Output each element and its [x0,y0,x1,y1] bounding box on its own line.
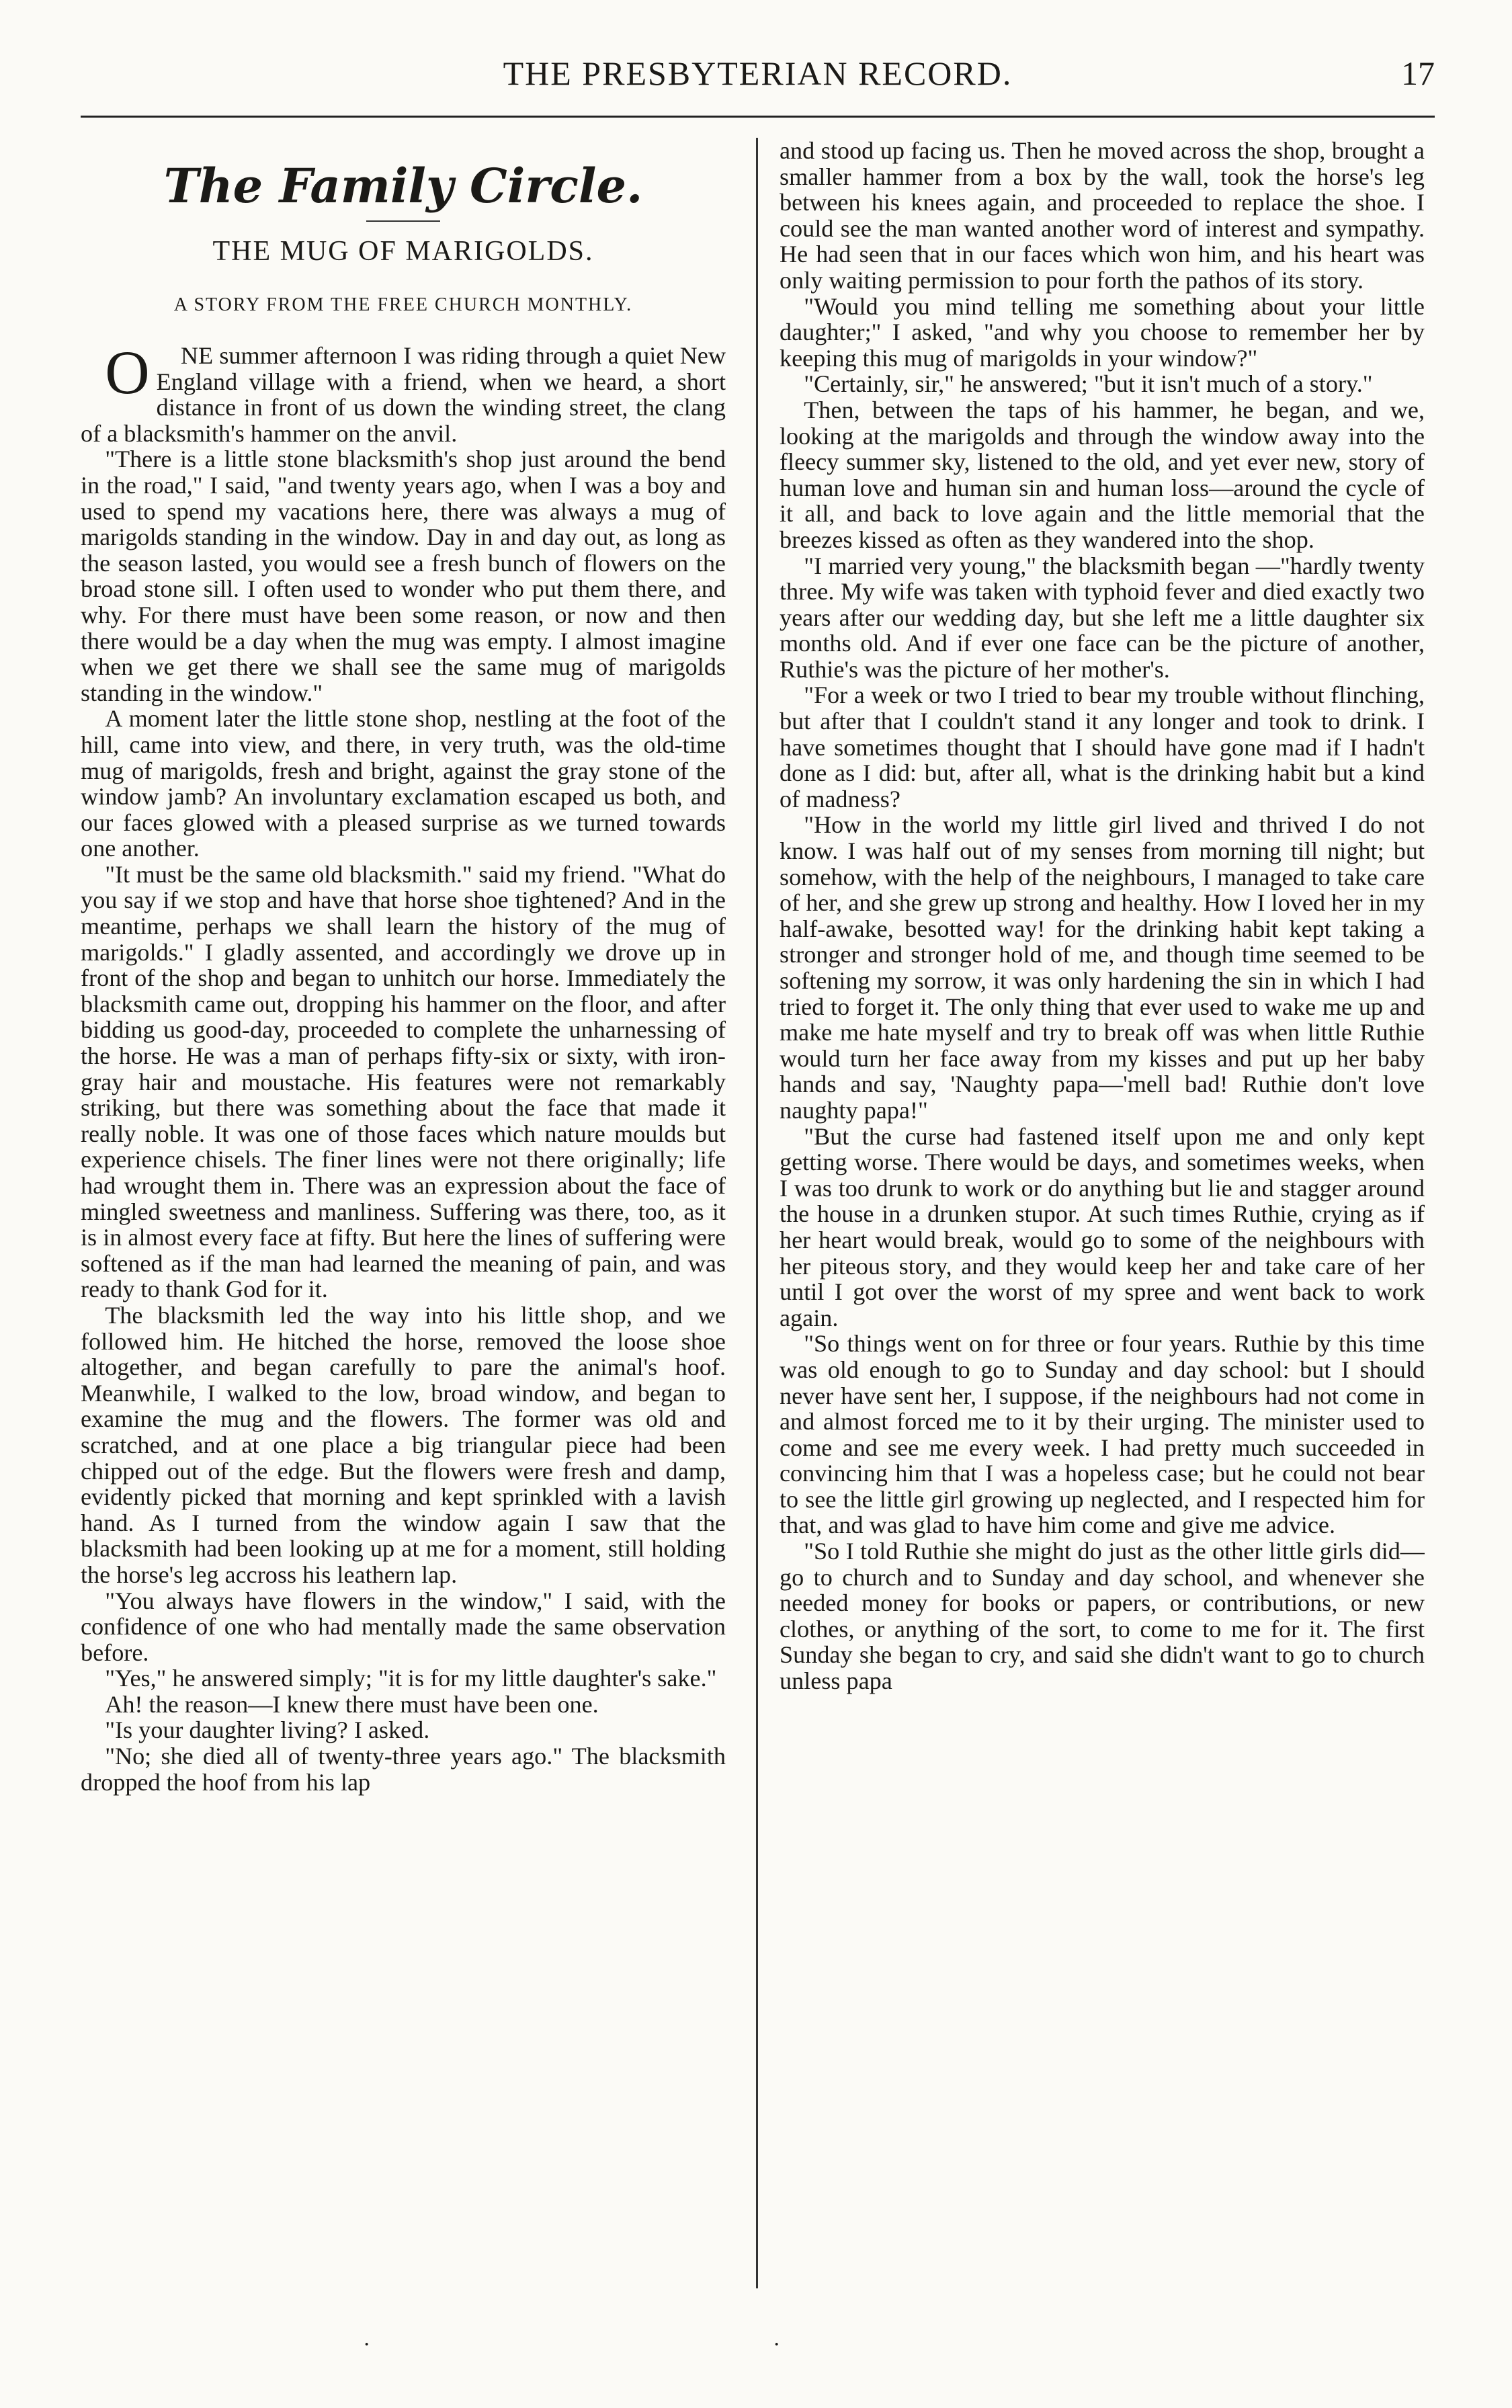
story-title: THE MUG OF MARIGOLDS. [212,236,594,267]
paragraph: "Yes," he answered simply; "it is for my little daughter's sake." [105,1665,717,1692]
paragraph: The blacksmith led the way into his little shop, and we followed him. He hitched the horse, removed the loose shoe altogether, and began carefully to pare the animal's hoof. Meanwhile, I walked to the low, broad window, and began to examine the mug and the flowers. The former was old and scratched, and at one place a big triangular piece had been chipped out of the edge. But the flowers were fresh and damp, evidently picked that morning and kept sprinkled with a lavish hand. As I turned from the window again I saw that the blacksmith had been looking up at me for a moment, still holding the horse's leg accross his leathern lap. [81,1301,726,1588]
paragraph: and stood up facing us. Then he moved across the shop, brought a smaller hammer from a box by the wall, took the horse's leg between his knees again, and proceeded to replace the shoe. I could see the man wanted another word of interest and sympathy. He had seen that in our faces which won him, and his heart was only waiting permission to pour forth the pathos of its story. [780,138,1425,294]
paragraph: "How in the world my little girl lived and thrived I do not know. I was half out of my senses from morning till night; but somehow, with the help of the neighbours, I managed to take care of her, and she grew up strong and healthy. How I loved her in my half-awake, besotted way! for the drinking habit kept taking a stronger and stronger hold of me, and though time seemed to be softening my sorrow, it was only hardening the sin in which I had tried to forget it. The only thing that ever used to wake me up and make me hate myself and try to break off was when little Ruthie would turn her face away from my kisses and put up her baby hands and say, 'Naughty papa—'mell bad! Ruthie don't love naughty papa!" [780,811,1425,1124]
paragraph: "Is your daughter living? I asked. [105,1716,430,1744]
paragraph: Then, between the taps of his hammer, he began, and we, looking at the marigolds and through the window away into the fleecy summer sky, listened to the old, and yet ever new, story of human love and human sin and human loss—around the cycle of it all, and back to love again and the little memorial that the breezes kissed as often as they wandered into the shop. [780,396,1425,553]
section-title: The Family Circle. [163,158,643,214]
paragraph: "There is a little stone blacksmith's shop just around the bend in the road," I said, "and twenty years ago, when I was a boy and used to spend my vacations here, there was always a mug of marigolds standing in the window. Day in and day out, as long as the season lasted, you would see a fresh bunch of flowers on the broad stone sill. I often used to wonder who put them there, and why. For there must have been some reason, or now and then there would be a day when the mug was empty. I almost imagine when we get there we shall see the same mug of marigolds standing in the window." [81,446,726,706]
title-rule [366,220,440,222]
right-column-text [780,138,1425,1694]
paragraph: ONE summer afternoon I was riding through a quiet New England village with a friend, when we heard, a short distance in front of us down the winding street, the clang of a blacksmith's hammer on the anvil. [81,338,726,447]
paragraph: "Certainly, sir," he answered; "but it isn't much of a story." [804,370,1373,398]
paragraph: "But the curse had fastened itself upon me and only kept getting worse. There would be days, and sometimes weeks, when I was too drunk to work or do anything but lie and stagger around the house in a drunken stupor. At such times Ruthie, crying as if her heart would break, would go to some of the neighbours with her piteous story, and they would keep her and take care of her until I got over the worst of my spree and went back to work again. [780,1122,1425,1331]
paragraph: "So things went on for three or four years. Ruthie by this time was old enough to go to Sunday and day school: but I should never have sent her, I suppose, if the neighbours had not come in and almost forced me to it by their urging. The minister used to come and see me every week. I had pretty much succeeded in convincing him that I was a hopeless case; but he could not bear to see the little girl growing up neglected, and I respected him for that, and was glad to have him come and give me advice. [780,1330,1425,1539]
left-column [81,138,726,2295]
paragraph: "You always have flowers in the window," I said, with the confidence of one who had mentally made the same observation before. [81,1587,726,1666]
paragraph: "For a week or two I tried to bear my trouble without flinching, but after that I couldn't stand it any longer and took to drink. I have sometimes thought that I should have gone mad if I hadn't done as I did: but, after all, what is the drinking habit but a kind of madness? [780,681,1425,813]
story-source: A STORY FROM THE FREE CHURCH MONTHLY. [173,294,633,315]
paragraph: "It must be the same old blacksmith." said my friend. "What do you say if we stop and have that horse shoe tightened? And in the meantime, perhaps we shall learn the history of the mug of marigolds." I gladly assented, and accordingly we drove up in front of the shop and began to unhitch our horse. Immediately the blacksmith came out, dropping his hammer on the floor, and after bidding us good-day, proceeded to complete the unharnessing of the horse. He was a man of perhaps fifty-six or sixty, with iron-gray hair and moustache. His features were not remarkably striking, but there was something about the face that made it really noble. It was one of those faces which nature moulds but experience chisels. The finer lines were not there originally; life had wrought them in. There was an expression about the face of mingled sweetness and manliness. Suffering was there, too, as it is in almost every face at fifty. But here the lines of suffering were softened as if the man had learned the meaning of pain, and was ready to thank God for it. [81,860,726,1303]
print-speck: · [773,2332,781,2357]
paragraph: Ah! the reason—I knew there must have been one. [105,1690,599,1718]
right-column [780,138,1425,2295]
header-rule [81,116,1435,118]
page-header [81,54,1435,101]
paragraph: "I married very young," the blacksmith began —"hardly twenty three. My wife was taken with typhoid fever and died exactly two years after our wedding day, but she left me a little daughter six months old. And if ever one face can be the picture of another, Ruthie's was the picture of her mother's. [780,552,1425,683]
left-column-text [81,338,726,1796]
paragraph: "No; she died all of twenty-three years ago." The blacksmith dropped the hoof from his lap [81,1743,726,1796]
paragraph: A moment later the little stone shop, nestling at the foot of the hill, came into view, and there, in very truth, was the old-time mug of marigolds, fresh and bright, against the gray stone of the window jamb? An involuntary exclamation escaped us both, and our faces glowed with a pleased surprise as we turned towards one another. [81,705,726,862]
column-divider [756,138,758,2288]
print-speck: · [363,2332,371,2357]
paragraph: "Would you mind telling me something about your little daughter;" I asked, "and why you choose to remember her by keeping this mug of marigolds in your window?" [780,292,1425,372]
page-number: 17 [1401,54,1435,92]
paragraph: "So I told Ruthie she might do just as the other little girls did—go to church and to Sunday and day school, and whenever she needed money for books or papers, or contributions, or new clothes, or anything of the sort, to come to me for it. The first Sunday she began to cry, and said she didn't want to go to church unless papa [780,1538,1425,1695]
running-title: THE PRESBYTERIAN RECORD. [503,54,1013,92]
